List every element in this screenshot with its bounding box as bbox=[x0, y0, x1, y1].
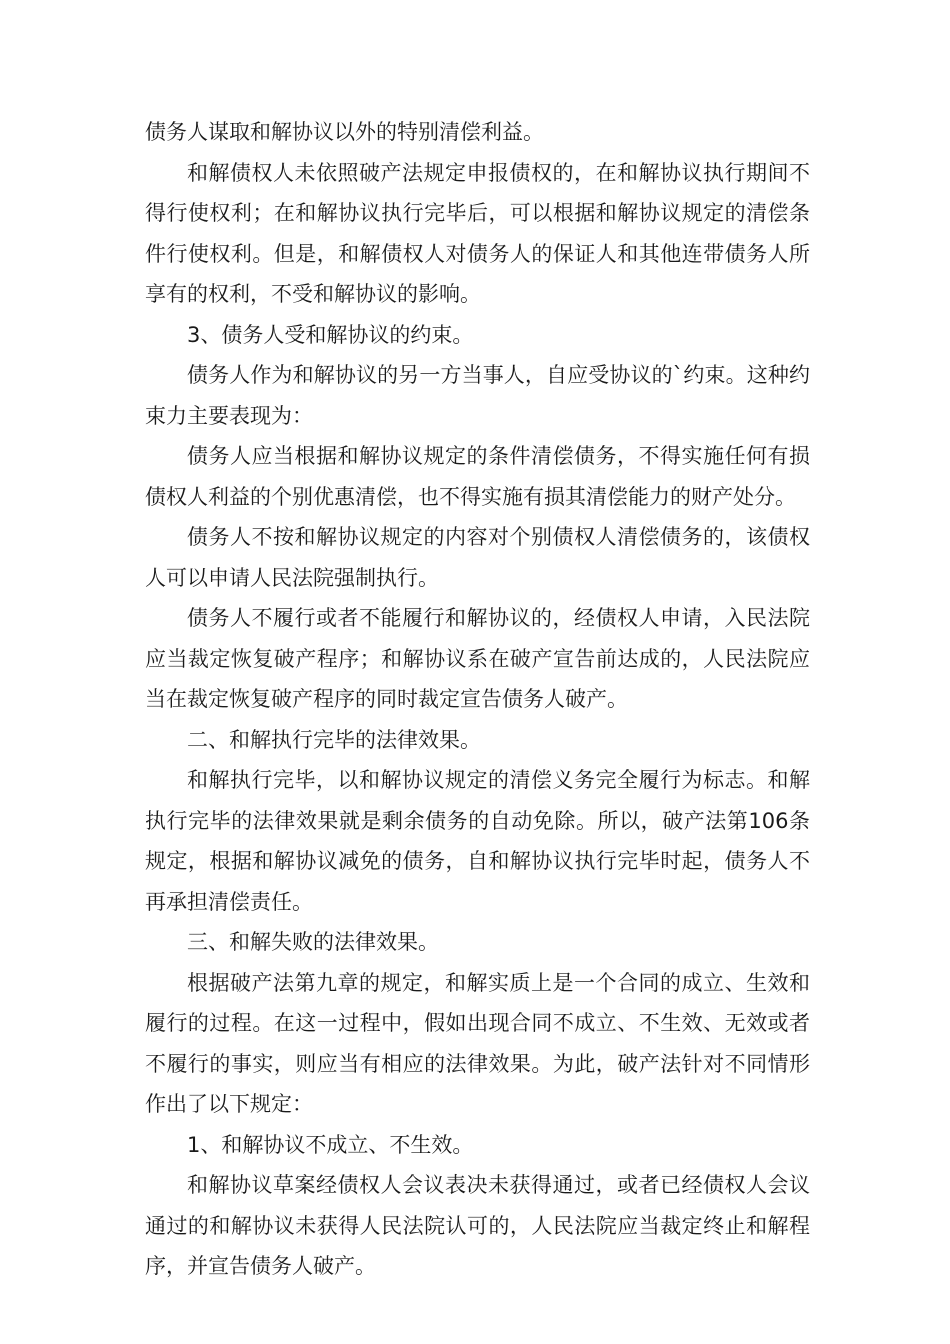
paragraph-binding-force: 债务人作为和解协议的另一方当事人，自应受协议的`约束。这种约束力主要表现为： bbox=[145, 363, 810, 428]
paragraph-unreported-creditors: 和解债权人未依照破产法规定申报债权的，在和解协议执行期间不得行使权利；在和解协议执行完毕后，可以根据和解协议规定的清偿条件行使权利。但是，和解债权人对债务人的保证人和其他连带债务人所享有的权利，不受和解协议的影响。 bbox=[145, 160, 810, 306]
paragraph-not-established: 和解协议草案经债权人会议表决未获得通过，或者已经债权人会议通过的和解协议未获得人民法院认可的，人民法院应当裁定终止和解程序，并宣告债务人破产。 bbox=[145, 1173, 810, 1278]
paragraph-failure-effect: 根据破产法第九章的规定，和解实质上是一个合同的成立、生效和履行的过程。在这一过程中，假如出现合同不成立、不生效、无效或者不履行的事实，则应当有相应的法律效果。为此，破产法针对不同情形作出了以下规定： bbox=[145, 970, 810, 1116]
paragraph-completion-effect: 和解执行完毕，以和解协议规定的清偿义务完全履行为标志。和解执行完毕的法律效果就是剩余债务的自动免除。所以，破产法第106条规定，根据和解协议减免的债务，自和解协议执行完毕时起，债务人不再承担清偿责任。 bbox=[145, 768, 810, 914]
paragraph-repayment-conditions: 债务人应当根据和解协议规定的条件清偿债务，不得实施任何有损债权人利益的个别优惠清偿，也不得实施有损其清偿能力的财产处分。 bbox=[145, 444, 810, 509]
heading-failure-effect: 三、和解失败的法律效果。 bbox=[187, 930, 439, 954]
heading-debtor-bound: 3、债务人受和解协议的约束。 bbox=[187, 322, 474, 347]
document-body bbox=[145, 112, 810, 1287]
paragraph-continued: 债务人谋取和解协议以外的特别清偿利益。 bbox=[145, 120, 544, 144]
paragraph-enforcement: 债务人不按和解协议规定的内容对个别债权人清偿债务的，该债权人可以申请人民法院强制执行。 bbox=[145, 525, 810, 590]
paragraph-resume-bankruptcy: 债务人不履行或者不能履行和解协议的，经债权人申请，入民法院应当裁定恢复破产程序；和解协议系在破产宣告前达成的，人民法院应当在裁定恢复破产程序的同时裁定宣告债务人破产。 bbox=[145, 606, 810, 711]
heading-not-established: 1、和解协议不成立、不生效。 bbox=[187, 1132, 474, 1157]
heading-completion-effect: 二、和解执行完毕的法律效果。 bbox=[187, 727, 481, 752]
